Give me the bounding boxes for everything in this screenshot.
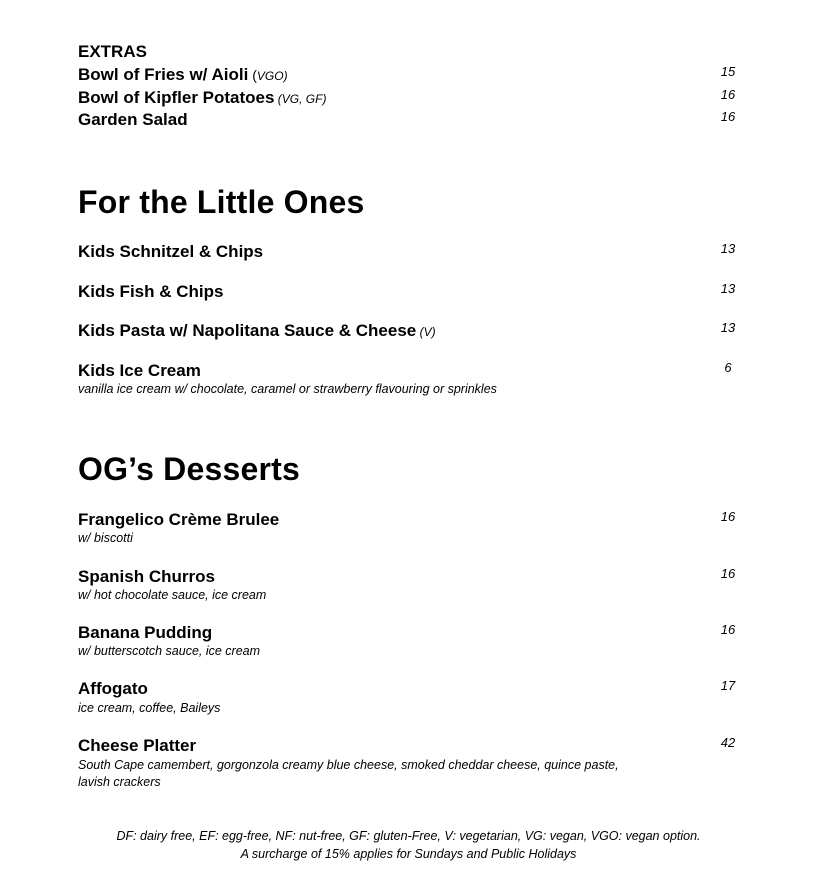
- item-description: w/ hot chocolate sauce, ice cream: [78, 588, 267, 602]
- dietary-legend: DF: dairy free, EF: egg-free, NF: nut-free, GF: gluten-Free, V: vegetarian, VG: vegan, VGO: vegan option.: [116, 829, 701, 843]
- item-description: vanilla ice cream w/ chocolate, caramel or strawberry flavouring or sprinkles: [78, 382, 497, 396]
- item-tag: (VG, GF): [274, 92, 327, 106]
- item-price: 16: [720, 109, 736, 124]
- item-name: Spanish Churros: [78, 567, 215, 586]
- extras-item-fries: [78, 65, 288, 85]
- dessert-item-brulee: [78, 510, 279, 530]
- item-price: 13: [720, 241, 736, 256]
- dessert-item-banana-pudding: [78, 623, 212, 643]
- item-description: ice cream, coffee, Baileys: [78, 701, 221, 715]
- item-price: 16: [720, 566, 736, 581]
- item-price: 15: [720, 64, 736, 79]
- item-price: 42: [720, 735, 736, 750]
- item-price: 13: [720, 320, 736, 335]
- item-price: 16: [720, 622, 736, 637]
- item-description: South Cape camembert, gorgonzola creamy blue cheese, smoked cheddar cheese, quince paste,: [78, 758, 619, 772]
- item-tag: (V): [416, 325, 436, 339]
- dessert-item-cheese-platter: [78, 736, 196, 756]
- extras-item-kipfler: [78, 88, 326, 108]
- item-description: w/ biscotti: [78, 531, 133, 545]
- kids-item-ice-cream: [78, 361, 201, 381]
- item-name: Kids Schnitzel & Chips: [78, 242, 264, 261]
- item-description-continued: lavish crackers: [78, 775, 161, 789]
- item-description: w/ butterscotch sauce, ice cream: [78, 644, 261, 658]
- kids-item-pasta: [78, 321, 436, 341]
- item-name: Kids Ice Cream: [78, 361, 201, 380]
- item-name: Banana Pudding: [78, 623, 213, 642]
- item-price: 16: [720, 87, 736, 102]
- item-name: Kids Pasta w/ Napolitana Sauce & Cheese: [78, 321, 417, 340]
- item-price: 13: [720, 281, 736, 296]
- item-name: Garden Salad: [78, 110, 188, 129]
- item-name: Bowl of Fries w/ Aioli: [78, 65, 249, 84]
- item-name: Cheese Platter: [78, 736, 197, 755]
- item-tag-open: (: [248, 67, 257, 83]
- item-price: 17: [720, 678, 736, 693]
- extras-item-salad: [78, 110, 188, 130]
- dessert-item-churros: [78, 567, 215, 587]
- item-name: Affogato: [78, 679, 148, 698]
- extras-heading: EXTRAS: [78, 42, 147, 61]
- surcharge-note: A surcharge of 15% applies for Sundays and Public Holidays: [240, 847, 577, 861]
- desserts-section-title: OG’s Desserts: [78, 451, 300, 487]
- item-price: 16: [720, 509, 736, 524]
- item-tag: VGO): [256, 69, 288, 83]
- dessert-item-affogato: [78, 679, 148, 699]
- item-name: Frangelico Crème Brulee: [78, 510, 280, 529]
- item-price: 6: [724, 360, 732, 375]
- item-name: Kids Fish & Chips: [78, 282, 224, 301]
- kids-item-schnitzel: [78, 242, 263, 262]
- kids-item-fish: [78, 282, 223, 302]
- item-name: Bowl of Kipfler Potatoes: [78, 88, 275, 107]
- kids-section-title: For the Little Ones: [78, 184, 365, 220]
